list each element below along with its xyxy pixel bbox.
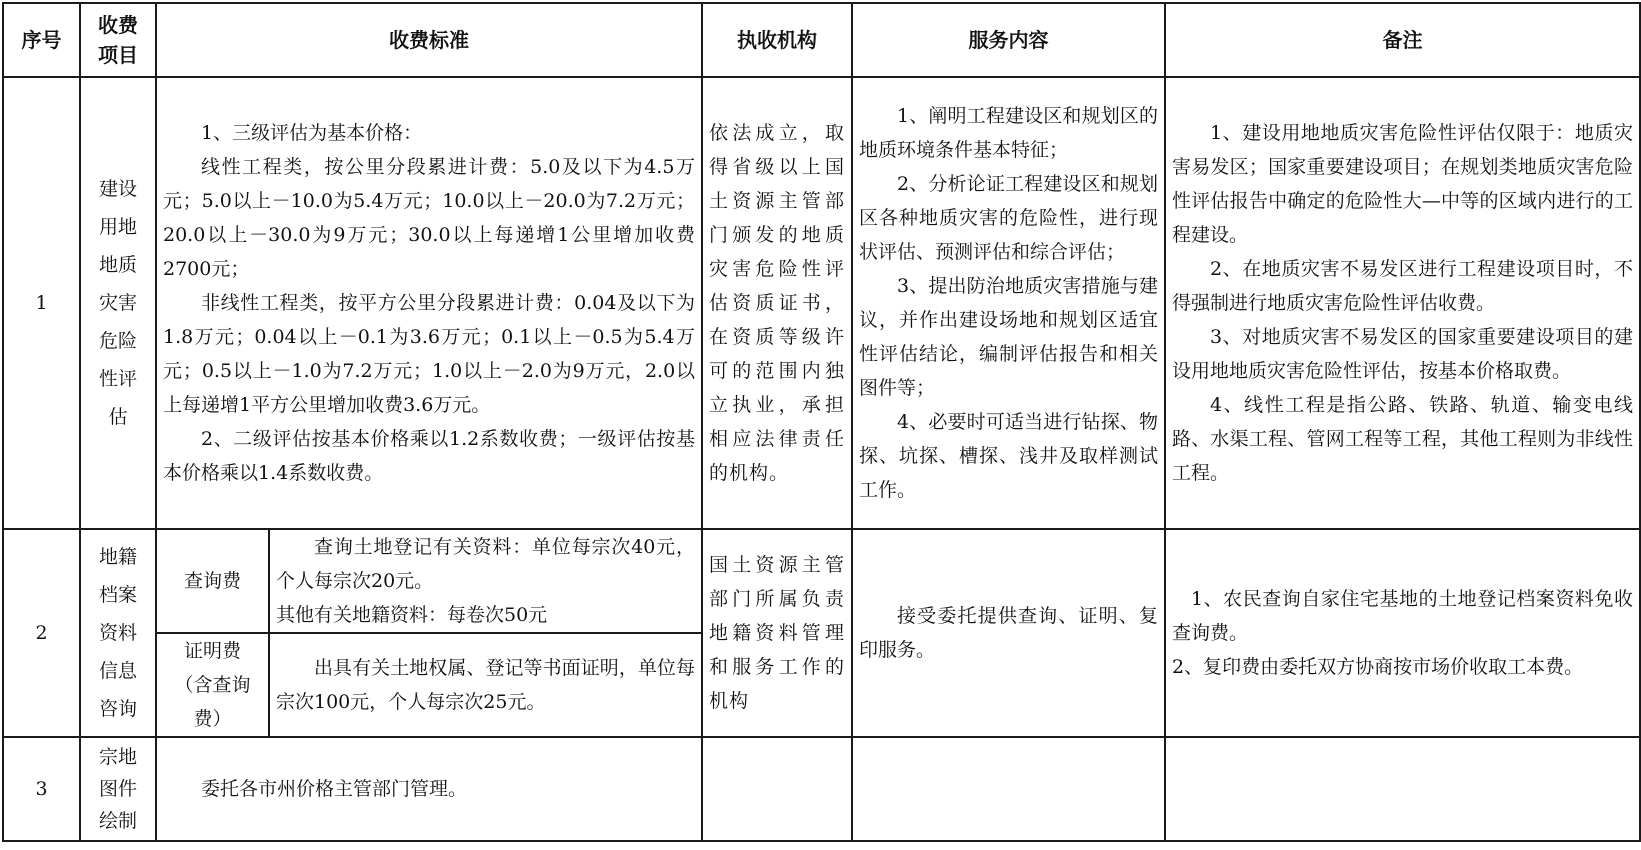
row1-service-p4: 4、必要时可适当进行钻探、物探、坑探、槽探、浅井及取样测试工作。 bbox=[859, 411, 1158, 501]
row3-standard bbox=[156, 737, 702, 841]
fee-table-document bbox=[2, 2, 1639, 846]
header-remark: 备注 bbox=[1165, 3, 1640, 77]
row1-service-p2: 2、分析论证工程建设区和规划区各种地质灾害的危险性，进行现状评估、预测评估和综合评估； bbox=[859, 173, 1158, 263]
table-row-3 bbox=[3, 737, 1640, 841]
row2-sub2-standard bbox=[269, 633, 702, 737]
row1-remark-p1: 1、建设用地地质灾害危险性评估仅限于：地质灾害易发区；国家重要建设项目；在规划类地质灾害危险性评估报告中确定的危险性大—中等的区域内进行的工程建设。 bbox=[1172, 122, 1633, 246]
header-service: 服务内容 bbox=[852, 3, 1165, 77]
row2-remark-p2: 2、复印费由委托双方协商按市场价收取工本费。 bbox=[1172, 656, 1584, 678]
row1-remark-p4: 4、线性工程是指公路、铁路、轨道、输变电线路、水渠工程、管网工程等工程，其他工程则为非线性工程。 bbox=[1172, 394, 1633, 484]
row2-sub1-line1: 查询土地登记有关资料：单位每宗次40元，个人每宗次20元。 bbox=[276, 536, 695, 592]
row2-sub1-name: 查询费 bbox=[156, 529, 269, 633]
row2-sub1-standard bbox=[269, 529, 702, 633]
header-item: 收费项目 bbox=[80, 3, 156, 77]
row3-agency bbox=[702, 737, 852, 841]
row2-sub1-line2: 其他有关地籍资料：每卷次50元 bbox=[276, 604, 548, 626]
row1-service-p1: 1、阐明工程建设区和规划区的地质环境条件基本特征； bbox=[859, 105, 1158, 161]
row1-agency: 依法成立，取得省级以上国土资源主管部门颁发的地质灾害危险性评估资质证书，在资质等级许可的范围内独立执业，承担相应法律责任的机构。 bbox=[702, 77, 852, 529]
row1-standard-p1: 1、三级评估为基本价格： bbox=[201, 122, 423, 144]
row1-standard-p3: 非线性工程类，按平方公里分段累进计费：0.04及以下为1.8万元；0.04以上－0.1为3.6万元；0.1以上－0.5为5.4万元；0.5以上－1.0为7.2万元；1.0以上－2.0为9万元，2.0以上每递增1平方公里增加收费3.6万元。 bbox=[163, 292, 695, 416]
row2-agency: 国土资源主管部门所属负责地籍资料管理和服务工作的机构 bbox=[702, 529, 852, 737]
row2-item: 地籍档案资料信息咨询 bbox=[80, 529, 156, 737]
row1-no: 1 bbox=[3, 77, 80, 529]
table-row-2a bbox=[3, 529, 1640, 633]
row3-remark bbox=[1165, 737, 1640, 841]
row2-sub2-name: 证明费（含查询费） bbox=[156, 633, 269, 737]
header-agency: 执收机构 bbox=[702, 3, 852, 77]
row1-service-p3: 3、提出防治地质灾害措施与建议，并作出建设场地和规划区适宜性评估结论，编制评估报告和相关图件等； bbox=[859, 275, 1158, 399]
header-standard: 收费标准 bbox=[156, 3, 702, 77]
row1-standard-p4: 2、二级评估按基本价格乘以1.2系数收费；一级评估按基本价格乘以1.4系数收费。 bbox=[163, 428, 695, 484]
header-no: 序号 bbox=[3, 3, 80, 77]
row1-remark bbox=[1165, 77, 1640, 529]
row1-remark-p3: 3、对地质灾害不易发区的国家重要建设项目的建设用地地质灾害危险性评估，按基本价格取费。 bbox=[1172, 326, 1633, 382]
fee-table bbox=[2, 2, 1641, 842]
row3-no: 3 bbox=[3, 737, 80, 841]
row2-no: 2 bbox=[3, 529, 80, 737]
row2-service bbox=[852, 529, 1165, 737]
table-row-1 bbox=[3, 77, 1640, 529]
row2-remark-p1: 1、农民查询自家住宅基地的土地登记档案资料免收查询费。 bbox=[1172, 588, 1633, 644]
row3-standard-text: 委托各市州价格主管部门管理。 bbox=[201, 778, 468, 800]
row1-remark-p2: 2、在地质灾害不易发区进行工程建设项目时，不得强制进行地质灾害危险性评估收费。 bbox=[1172, 258, 1633, 314]
header-row bbox=[3, 3, 1640, 77]
row1-standard bbox=[156, 77, 702, 529]
row1-item: 建设用地地质灾害危险性评估 bbox=[80, 77, 156, 529]
row1-standard-p2: 线性工程类，按公里分段累进计费：5.0及以下为4.5万元；5.0以上－10.0为5.4万元；10.0以上－20.0为7.2万元；20.0以上－30.0为9万元；30.0以上每递增1公里增加收费2700元； bbox=[163, 156, 695, 280]
row3-service bbox=[852, 737, 1165, 841]
row2-sub2-text: 出具有关土地权属、登记等书面证明，单位每宗次100元，个人每宗次25元。 bbox=[276, 657, 695, 713]
row3-item: 宗地图件绘制 bbox=[80, 737, 156, 841]
row1-service bbox=[852, 77, 1165, 529]
row2-remark bbox=[1165, 529, 1640, 737]
row2-service-text: 接受委托提供查询、证明、复印服务。 bbox=[859, 605, 1158, 661]
